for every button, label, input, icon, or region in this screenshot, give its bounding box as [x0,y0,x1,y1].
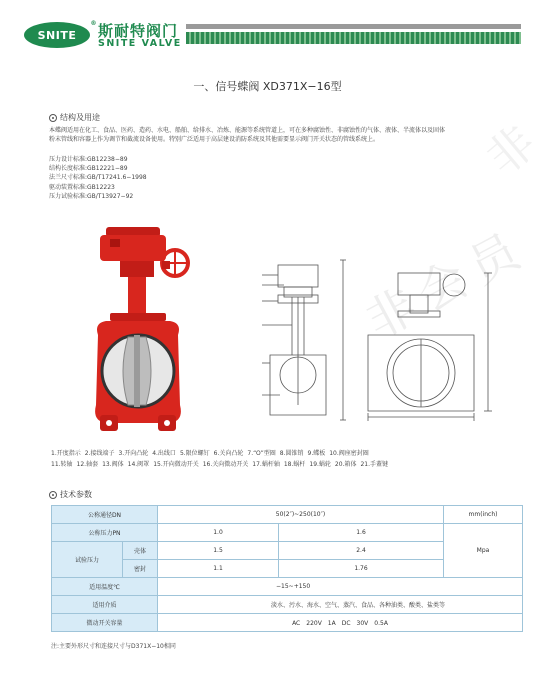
standard-item: 结构长度标准:GB12221−89 [49,165,128,173]
bullet-icon [49,491,57,499]
standards-list [49,155,147,201]
legend-row [51,459,388,470]
footnote: 注:主要外形尺寸和连接尺寸与D371X−10相同 [51,643,176,650]
table-row [52,524,523,542]
brand-name-cn: 斯耐特阀门 [98,22,179,40]
brand-name-en: SNITE VALVE [98,38,182,49]
section-structure-heading [49,112,100,123]
legend-item: 11.转轴 [51,461,73,468]
standard-item: 压力试验标准:GB/T13927−92 [49,192,134,200]
bullet-icon [49,114,57,122]
cell-media-label: 适用介质 [52,596,158,614]
legend-item: 20.箱体 [334,461,357,468]
standard-item: 法兰尺寸标准:GB/T17241.6−1998 [49,174,147,182]
standard-item: 驱动装置标准:GB12223 [49,183,115,191]
registered-mark: ® [90,20,97,27]
legend-item: 5.限位螺钉 [179,450,210,457]
table-row [52,614,523,632]
cell-shell-label: 壳体 [123,542,158,560]
cell-test-label: 试验压力 [52,542,123,578]
logo-text: SNITE [37,28,77,42]
legend-row [51,448,388,459]
cell-dn-value: 50(2″)~250(10″) [158,506,444,524]
legend-item: 7.“O”型圈 [247,450,276,457]
header [0,0,535,62]
legend-item: 21.手蓋键 [360,461,389,468]
watermark: 非会员 [357,218,538,351]
watermark-top: 非 [475,114,546,186]
cell-temp-label: 适用温度℃ [52,578,158,596]
cell-pn-label: 公称压力PN [52,524,158,542]
standard-item: 压力设计标准:GB12238−89 [49,156,128,163]
parts-legend [51,448,388,470]
legend-item: 14.阀罩 [127,461,150,468]
cell-media-value: 淡水、污水、海水、空气、蒸汽、食品、各种油类、酸类、盐类等 [158,596,523,614]
cell-pn-1: 1.0 [158,524,279,542]
cell-shell-1: 1.5 [158,542,279,560]
legend-item: 3.开向凸轮 [118,450,149,457]
spec-table [51,505,523,632]
description-paragraph: 本蝶阀适用在化工、食品、医药、造药、水电、船舶、给排水、冶炼、能源等系统管道上，可在多种腐蚀性、非腐蚀性的气体、液体、半流体以及固体粉末管线和容器上作为调节和截流设备使用。特别广泛适用于高层建设消防系统及其他需要显示阀门开关状态的管线系统上。 [49,127,446,143]
legend-item: 19.蜗轮 [309,461,331,468]
legend-item: 1.开度指示 [51,450,81,457]
legend-item: 2.接线端子 [84,450,115,457]
cell-seal-2: 1.76 [279,560,444,578]
legend-item: 13.阀体 [102,461,124,468]
table-row [52,578,523,596]
legend-item: 12.轴套 [76,461,99,468]
legend-item: 8.圆锥销 [279,450,304,457]
section-structure-label: 结构及用途 [60,113,100,122]
cell-switch-label: 微动开关容量 [52,614,158,632]
table-row [52,506,523,524]
legend-item: 17.蜗杆轴 [252,461,280,468]
cell-dn-label: 公称通径DN [52,506,158,524]
header-green-bar [186,32,521,44]
legend-item: 15.开向微动开关 [153,461,199,468]
cell-seal-1: 1.1 [158,560,279,578]
legend-item: 4.出线口 [152,450,176,457]
cell-seal-label: 密封 [123,560,158,578]
legend-item: 9.蝶板 [307,450,326,457]
valve-photo [80,225,200,440]
table-row [52,596,523,614]
cell-shell-2: 2.4 [279,542,444,560]
header-gray-bar [186,24,521,29]
legend-item: 18.蜗杆 [283,461,306,468]
legend-item: 6.关向凸轮 [213,450,244,457]
cell-unit-mpa: Mpa [444,524,523,578]
brand-logo [24,20,97,48]
cell-unit-mm: mm(inch) [444,506,523,524]
cell-pn-2: 1.6 [279,524,444,542]
legend-item: 10.阀座密封圈 [329,450,369,457]
legend-item: 16.关向微动开关 [202,461,249,468]
section-params-label: 技术参数 [60,490,92,499]
page-title: 一、信号蝶阀 XD371X−16型 [193,80,342,93]
cell-temp-value: −15~+150 [158,578,523,596]
technical-drawing [248,255,518,425]
cell-switch-value: AC 220V 1A DC 30V 0.5A [158,614,523,632]
section-params-heading [49,489,92,500]
